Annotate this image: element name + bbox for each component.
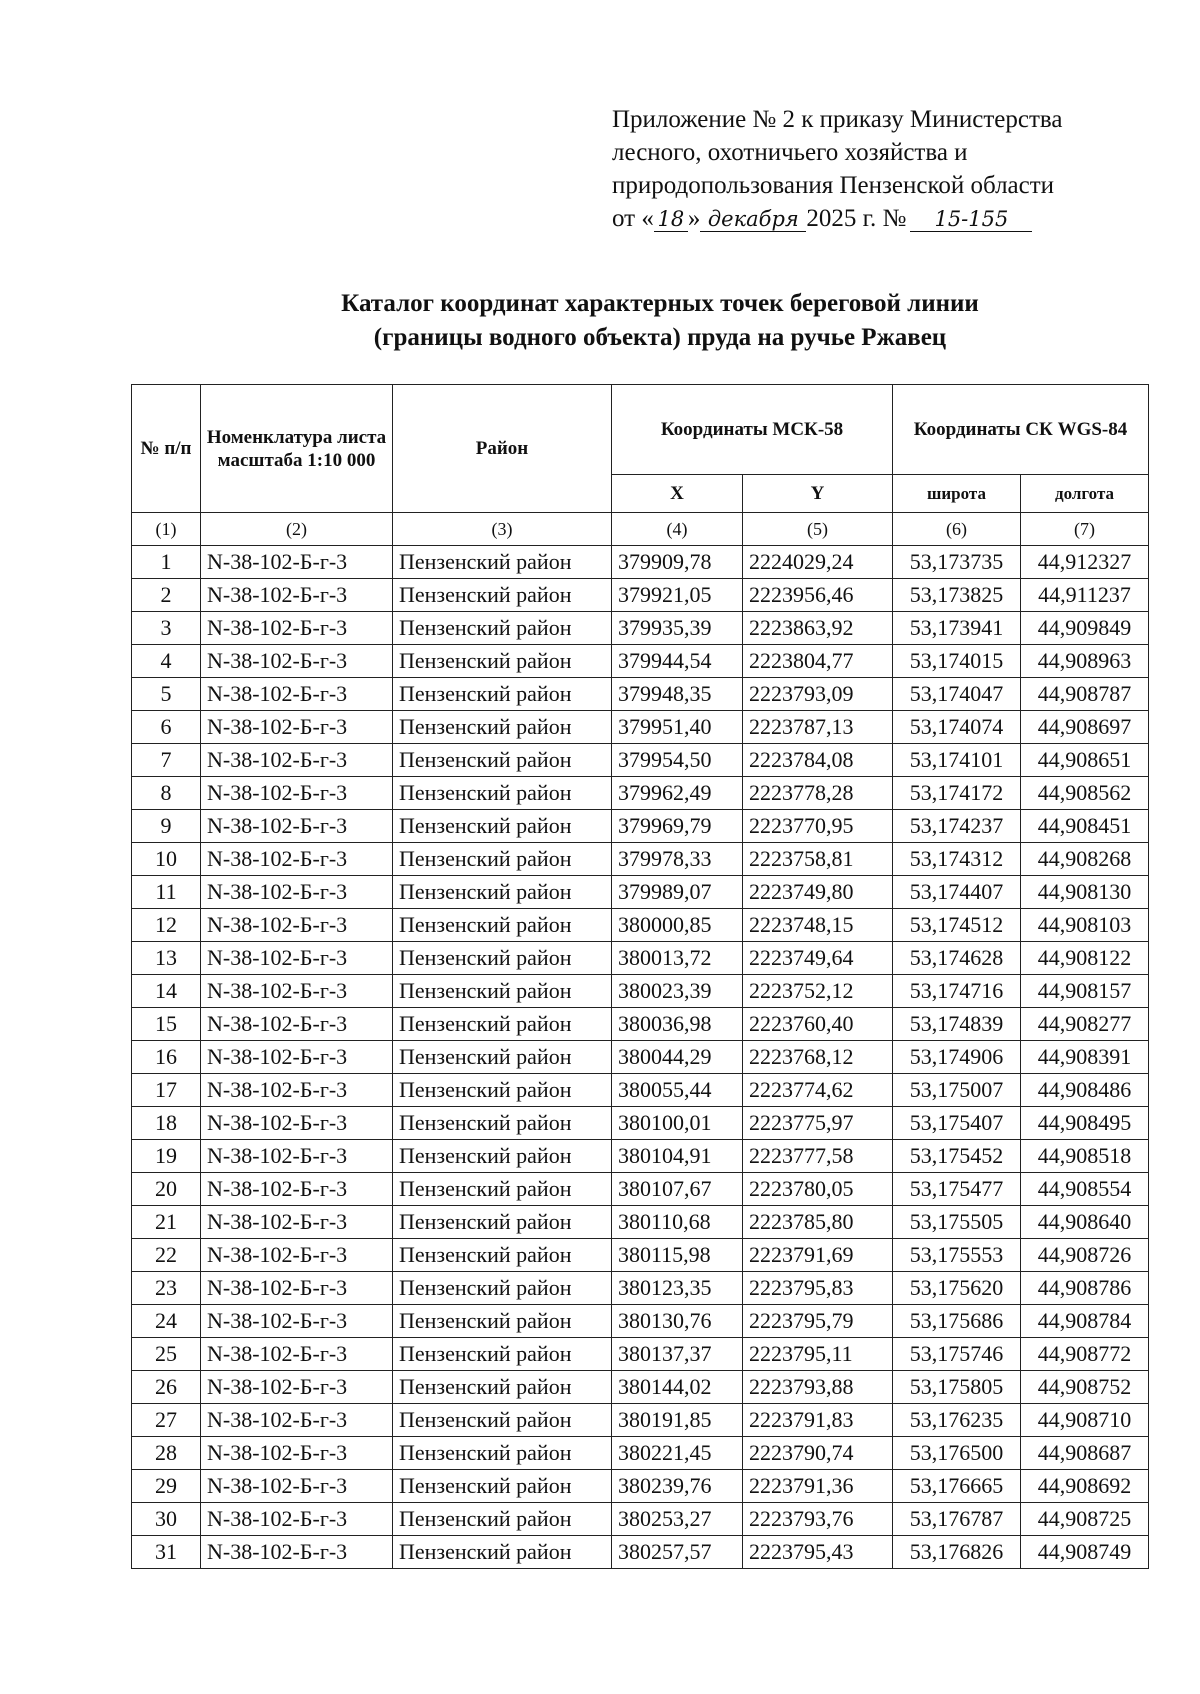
cell-sheet: N-38-102-Б-г-3 bbox=[201, 1107, 393, 1140]
table-row bbox=[132, 1371, 1149, 1404]
cell-x: 380144,02 bbox=[612, 1371, 743, 1404]
header-lat: широта bbox=[893, 475, 1021, 513]
handwritten-order-number: 15-155 bbox=[910, 207, 1032, 232]
cell-sheet: N-38-102-Б-г-3 bbox=[201, 612, 393, 645]
cell-sheet: N-38-102-Б-г-3 bbox=[201, 777, 393, 810]
table-row bbox=[132, 1173, 1149, 1206]
cell-num: 28 bbox=[132, 1437, 201, 1470]
cell-x: 380055,44 bbox=[612, 1074, 743, 1107]
cell-y: 2223795,43 bbox=[743, 1536, 893, 1569]
cell-district: Пензенский район bbox=[393, 843, 612, 876]
cell-num: 9 bbox=[132, 810, 201, 843]
cell-num: 22 bbox=[132, 1239, 201, 1272]
cell-y: 2223778,28 bbox=[743, 777, 893, 810]
cell-lat: 53,174015 bbox=[893, 645, 1021, 678]
cell-district: Пензенский район bbox=[393, 810, 612, 843]
cell-x: 379909,78 bbox=[612, 546, 743, 579]
cell-y: 2223758,81 bbox=[743, 843, 893, 876]
cell-num: 26 bbox=[132, 1371, 201, 1404]
cell-district: Пензенский район bbox=[393, 1041, 612, 1074]
cell-num: 18 bbox=[132, 1107, 201, 1140]
cell-district: Пензенский район bbox=[393, 1470, 612, 1503]
table-row bbox=[132, 1470, 1149, 1503]
cell-lat: 53,175805 bbox=[893, 1371, 1021, 1404]
cell-y: 2223791,83 bbox=[743, 1404, 893, 1437]
cell-sheet: N-38-102-Б-г-3 bbox=[201, 942, 393, 975]
cell-lon: 44,908562 bbox=[1021, 777, 1149, 810]
cell-lat: 53,174101 bbox=[893, 744, 1021, 777]
handwritten-month: декабря bbox=[700, 207, 806, 232]
table-row bbox=[132, 1305, 1149, 1338]
cell-num: 13 bbox=[132, 942, 201, 975]
cell-x: 379954,50 bbox=[612, 744, 743, 777]
cell-y: 2223760,40 bbox=[743, 1008, 893, 1041]
cell-x: 379944,54 bbox=[612, 645, 743, 678]
cell-x: 380257,57 bbox=[612, 1536, 743, 1569]
cell-lon: 44,912327 bbox=[1021, 546, 1149, 579]
title-line-1: Каталог координат характерных точек береговой линии bbox=[341, 290, 979, 317]
cell-num: 2 bbox=[132, 579, 201, 612]
cell-x: 380221,45 bbox=[612, 1437, 743, 1470]
cell-y: 2223777,58 bbox=[743, 1140, 893, 1173]
cell-num: 30 bbox=[132, 1503, 201, 1536]
cell-lat: 53,175452 bbox=[893, 1140, 1021, 1173]
header-msk: Координаты МСК-58 bbox=[612, 385, 893, 475]
cell-y: 2223748,15 bbox=[743, 909, 893, 942]
header-num: № п/п bbox=[132, 385, 201, 513]
cell-lon: 44,908486 bbox=[1021, 1074, 1149, 1107]
cell-y: 2223793,76 bbox=[743, 1503, 893, 1536]
table-row bbox=[132, 1437, 1149, 1470]
cell-district: Пензенский район bbox=[393, 1140, 612, 1173]
cell-lat: 53,174312 bbox=[893, 843, 1021, 876]
cell-x: 380107,67 bbox=[612, 1173, 743, 1206]
cell-lon: 44,908710 bbox=[1021, 1404, 1149, 1437]
cell-num: 4 bbox=[132, 645, 201, 678]
cell-lat: 53,174906 bbox=[893, 1041, 1021, 1074]
cell-num: 25 bbox=[132, 1338, 201, 1371]
cell-x: 379935,39 bbox=[612, 612, 743, 645]
cell-district: Пензенский район bbox=[393, 1173, 612, 1206]
cell-lon: 44,908784 bbox=[1021, 1305, 1149, 1338]
cell-num: 1 bbox=[132, 546, 201, 579]
cell-y: 2223768,12 bbox=[743, 1041, 893, 1074]
table-row bbox=[132, 909, 1149, 942]
cell-lat: 53,174512 bbox=[893, 909, 1021, 942]
cell-district: Пензенский район bbox=[393, 612, 612, 645]
cell-lon: 44,908277 bbox=[1021, 1008, 1149, 1041]
table-row bbox=[132, 1041, 1149, 1074]
table-row bbox=[132, 1272, 1149, 1305]
cell-lon: 44,908697 bbox=[1021, 711, 1149, 744]
cell-lat: 53,173825 bbox=[893, 579, 1021, 612]
cell-num: 3 bbox=[132, 612, 201, 645]
cell-y: 2223785,80 bbox=[743, 1206, 893, 1239]
table-row bbox=[132, 942, 1149, 975]
title-line-2: (границы водного объекта) пруда на ручье Ржавец bbox=[373, 324, 947, 351]
cell-sheet: N-38-102-Б-г-3 bbox=[201, 1239, 393, 1272]
cell-lon: 44,908554 bbox=[1021, 1173, 1149, 1206]
cell-sheet: N-38-102-Б-г-3 bbox=[201, 909, 393, 942]
cell-y: 2223791,69 bbox=[743, 1239, 893, 1272]
header-wgs: Координаты СК WGS-84 bbox=[893, 385, 1149, 475]
table-row bbox=[132, 1239, 1149, 1272]
appendix-line-3: природопользования Пензенской области bbox=[612, 172, 1055, 199]
cell-lat: 53,174407 bbox=[893, 876, 1021, 909]
cell-district: Пензенский район bbox=[393, 1272, 612, 1305]
cell-num: 29 bbox=[132, 1470, 201, 1503]
cell-sheet: N-38-102-Б-г-3 bbox=[201, 1074, 393, 1107]
cell-sheet: N-38-102-Б-г-3 bbox=[201, 1437, 393, 1470]
handwritten-day: 18 bbox=[654, 207, 688, 232]
cell-lat: 53,175686 bbox=[893, 1305, 1021, 1338]
cell-district: Пензенский район bbox=[393, 1338, 612, 1371]
cell-sheet: N-38-102-Б-г-3 bbox=[201, 1404, 393, 1437]
cell-lat: 53,176500 bbox=[893, 1437, 1021, 1470]
cell-lon: 44,908786 bbox=[1021, 1272, 1149, 1305]
cell-district: Пензенский район bbox=[393, 711, 612, 744]
header-x: X bbox=[612, 475, 743, 513]
cell-y: 2223795,11 bbox=[743, 1338, 893, 1371]
cell-district: Пензенский район bbox=[393, 579, 612, 612]
cell-num: 8 bbox=[132, 777, 201, 810]
cell-lon: 44,908752 bbox=[1021, 1371, 1149, 1404]
cell-y: 2223787,13 bbox=[743, 711, 893, 744]
appendix-line-4 bbox=[612, 202, 1172, 235]
table-row bbox=[132, 744, 1149, 777]
cell-sheet: N-38-102-Б-г-3 bbox=[201, 843, 393, 876]
cell-lat: 53,175407 bbox=[893, 1107, 1021, 1140]
cell-lon: 44,908687 bbox=[1021, 1437, 1149, 1470]
table-row bbox=[132, 1338, 1149, 1371]
date-prefix: от « bbox=[612, 205, 654, 232]
cell-lon: 44,908130 bbox=[1021, 876, 1149, 909]
cell-sheet: N-38-102-Б-г-3 bbox=[201, 1503, 393, 1536]
table-body bbox=[132, 546, 1149, 1569]
cell-x: 380137,37 bbox=[612, 1338, 743, 1371]
table-row bbox=[132, 711, 1149, 744]
cell-lat: 53,174628 bbox=[893, 942, 1021, 975]
cell-sheet: N-38-102-Б-г-3 bbox=[201, 1140, 393, 1173]
cell-x: 380191,85 bbox=[612, 1404, 743, 1437]
table-row bbox=[132, 546, 1149, 579]
table-row bbox=[132, 1107, 1149, 1140]
cell-lon: 44,908963 bbox=[1021, 645, 1149, 678]
cell-lon: 44,908451 bbox=[1021, 810, 1149, 843]
cell-y: 2223770,95 bbox=[743, 810, 893, 843]
cell-lon: 44,908651 bbox=[1021, 744, 1149, 777]
cell-x: 379978,33 bbox=[612, 843, 743, 876]
cell-lon: 44,908518 bbox=[1021, 1140, 1149, 1173]
cell-y: 2223784,08 bbox=[743, 744, 893, 777]
cell-district: Пензенский район bbox=[393, 1404, 612, 1437]
col-number: (3) bbox=[393, 513, 612, 546]
cell-sheet: N-38-102-Б-г-3 bbox=[201, 744, 393, 777]
cell-lat: 53,174839 bbox=[893, 1008, 1021, 1041]
cell-sheet: N-38-102-Б-г-3 bbox=[201, 1371, 393, 1404]
document-title bbox=[60, 287, 1200, 355]
table-row bbox=[132, 645, 1149, 678]
cell-district: Пензенский район bbox=[393, 876, 612, 909]
cell-num: 14 bbox=[132, 975, 201, 1008]
cell-x: 380115,98 bbox=[612, 1239, 743, 1272]
col-number: (7) bbox=[1021, 513, 1149, 546]
cell-y: 2223791,36 bbox=[743, 1470, 893, 1503]
cell-sheet: N-38-102-Б-г-3 bbox=[201, 1470, 393, 1503]
cell-sheet: N-38-102-Б-г-3 bbox=[201, 1338, 393, 1371]
cell-lat: 53,175746 bbox=[893, 1338, 1021, 1371]
cell-district: Пензенский район bbox=[393, 546, 612, 579]
cell-sheet: N-38-102-Б-г-3 bbox=[201, 1206, 393, 1239]
cell-y: 2223774,62 bbox=[743, 1074, 893, 1107]
cell-district: Пензенский район bbox=[393, 909, 612, 942]
header-lon: долгота bbox=[1021, 475, 1149, 513]
cell-district: Пензенский район bbox=[393, 1437, 612, 1470]
cell-x: 379969,79 bbox=[612, 810, 743, 843]
cell-x: 379948,35 bbox=[612, 678, 743, 711]
cell-x: 380130,76 bbox=[612, 1305, 743, 1338]
cell-lat: 53,176826 bbox=[893, 1536, 1021, 1569]
cell-x: 380123,35 bbox=[612, 1272, 743, 1305]
col-number: (2) bbox=[201, 513, 393, 546]
cell-x: 379921,05 bbox=[612, 579, 743, 612]
cell-y: 2224029,24 bbox=[743, 546, 893, 579]
cell-x: 380044,29 bbox=[612, 1041, 743, 1074]
appendix-header bbox=[612, 103, 1172, 235]
cell-num: 19 bbox=[132, 1140, 201, 1173]
table-row bbox=[132, 810, 1149, 843]
cell-lat: 53,175553 bbox=[893, 1239, 1021, 1272]
cell-num: 23 bbox=[132, 1272, 201, 1305]
cell-x: 380036,98 bbox=[612, 1008, 743, 1041]
col-number: (6) bbox=[893, 513, 1021, 546]
cell-sheet: N-38-102-Б-г-3 bbox=[201, 876, 393, 909]
cell-y: 2223795,79 bbox=[743, 1305, 893, 1338]
cell-sheet: N-38-102-Б-г-3 bbox=[201, 1041, 393, 1074]
col-number: (4) bbox=[612, 513, 743, 546]
cell-lat: 53,173941 bbox=[893, 612, 1021, 645]
cell-x: 379951,40 bbox=[612, 711, 743, 744]
cell-y: 2223804,77 bbox=[743, 645, 893, 678]
cell-num: 15 bbox=[132, 1008, 201, 1041]
cell-num: 5 bbox=[132, 678, 201, 711]
cell-lat: 53,176665 bbox=[893, 1470, 1021, 1503]
cell-lat: 53,175620 bbox=[893, 1272, 1021, 1305]
cell-district: Пензенский район bbox=[393, 1503, 612, 1536]
cell-x: 380239,76 bbox=[612, 1470, 743, 1503]
cell-sheet: N-38-102-Б-г-3 bbox=[201, 546, 393, 579]
cell-x: 380013,72 bbox=[612, 942, 743, 975]
cell-num: 27 bbox=[132, 1404, 201, 1437]
header-y: Y bbox=[743, 475, 893, 513]
table-row bbox=[132, 1074, 1149, 1107]
table-row bbox=[132, 612, 1149, 645]
cell-num: 7 bbox=[132, 744, 201, 777]
cell-lat: 53,174074 bbox=[893, 711, 1021, 744]
table-row bbox=[132, 1008, 1149, 1041]
cell-lat: 53,176235 bbox=[893, 1404, 1021, 1437]
cell-sheet: N-38-102-Б-г-3 bbox=[201, 1305, 393, 1338]
cell-sheet: N-38-102-Б-г-3 bbox=[201, 810, 393, 843]
table-row bbox=[132, 876, 1149, 909]
cell-district: Пензенский район bbox=[393, 777, 612, 810]
cell-lon: 44,908495 bbox=[1021, 1107, 1149, 1140]
header-sheet: Номенклатура листа масштаба 1:10 000 bbox=[201, 385, 393, 513]
cell-district: Пензенский район bbox=[393, 1239, 612, 1272]
table-row bbox=[132, 1404, 1149, 1437]
cell-lon: 44,908103 bbox=[1021, 909, 1149, 942]
cell-x: 380104,91 bbox=[612, 1140, 743, 1173]
cell-y: 2223790,74 bbox=[743, 1437, 893, 1470]
cell-num: 20 bbox=[132, 1173, 201, 1206]
cell-lon: 44,908268 bbox=[1021, 843, 1149, 876]
cell-x: 380023,39 bbox=[612, 975, 743, 1008]
cell-lon: 44,908391 bbox=[1021, 1041, 1149, 1074]
coordinates-table bbox=[131, 384, 1149, 1569]
cell-district: Пензенский район bbox=[393, 678, 612, 711]
cell-num: 31 bbox=[132, 1536, 201, 1569]
cell-num: 21 bbox=[132, 1206, 201, 1239]
cell-lon: 44,911237 bbox=[1021, 579, 1149, 612]
cell-x: 380100,01 bbox=[612, 1107, 743, 1140]
cell-y: 2223793,88 bbox=[743, 1371, 893, 1404]
cell-lat: 53,174047 bbox=[893, 678, 1021, 711]
cell-x: 379989,07 bbox=[612, 876, 743, 909]
cell-sheet: N-38-102-Б-г-3 bbox=[201, 1173, 393, 1206]
cell-district: Пензенский район bbox=[393, 1305, 612, 1338]
cell-district: Пензенский район bbox=[393, 975, 612, 1008]
col-number: (1) bbox=[132, 513, 201, 546]
table-row bbox=[132, 1536, 1149, 1569]
cell-sheet: N-38-102-Б-г-3 bbox=[201, 711, 393, 744]
date-year-text: 2025 г. № bbox=[806, 205, 907, 232]
table-row bbox=[132, 1503, 1149, 1536]
cell-lat: 53,174172 bbox=[893, 777, 1021, 810]
cell-lat: 53,174716 bbox=[893, 975, 1021, 1008]
table-row bbox=[132, 1140, 1149, 1173]
cell-lon: 44,908787 bbox=[1021, 678, 1149, 711]
cell-x: 380110,68 bbox=[612, 1206, 743, 1239]
appendix-line-2: лесного, охотничьего хозяйства и bbox=[612, 139, 968, 166]
cell-lon: 44,908726 bbox=[1021, 1239, 1149, 1272]
cell-lon: 44,908157 bbox=[1021, 975, 1149, 1008]
cell-x: 380253,27 bbox=[612, 1503, 743, 1536]
cell-sheet: N-38-102-Б-г-3 bbox=[201, 1272, 393, 1305]
cell-num: 16 bbox=[132, 1041, 201, 1074]
cell-district: Пензенский район bbox=[393, 1107, 612, 1140]
table-row bbox=[132, 843, 1149, 876]
cell-sheet: N-38-102-Б-г-3 bbox=[201, 678, 393, 711]
cell-lat: 53,173735 bbox=[893, 546, 1021, 579]
cell-district: Пензенский район bbox=[393, 1371, 612, 1404]
cell-lon: 44,908772 bbox=[1021, 1338, 1149, 1371]
cell-lon: 44,909849 bbox=[1021, 612, 1149, 645]
col-number: (5) bbox=[743, 513, 893, 546]
cell-y: 2223956,46 bbox=[743, 579, 893, 612]
cell-num: 10 bbox=[132, 843, 201, 876]
cell-district: Пензенский район bbox=[393, 1008, 612, 1041]
cell-district: Пензенский район bbox=[393, 744, 612, 777]
cell-y: 2223775,97 bbox=[743, 1107, 893, 1140]
cell-num: 11 bbox=[132, 876, 201, 909]
cell-lat: 53,175477 bbox=[893, 1173, 1021, 1206]
cell-sheet: N-38-102-Б-г-3 bbox=[201, 975, 393, 1008]
table-row bbox=[132, 777, 1149, 810]
cell-y: 2223749,80 bbox=[743, 876, 893, 909]
cell-x: 379962,49 bbox=[612, 777, 743, 810]
cell-num: 6 bbox=[132, 711, 201, 744]
cell-y: 2223752,12 bbox=[743, 975, 893, 1008]
cell-lat: 53,174237 bbox=[893, 810, 1021, 843]
cell-lon: 44,908749 bbox=[1021, 1536, 1149, 1569]
cell-x: 380000,85 bbox=[612, 909, 743, 942]
cell-sheet: N-38-102-Б-г-3 bbox=[201, 1008, 393, 1041]
table-row bbox=[132, 678, 1149, 711]
cell-lon: 44,908692 bbox=[1021, 1470, 1149, 1503]
cell-lat: 53,176787 bbox=[893, 1503, 1021, 1536]
date-quote-close: » bbox=[687, 205, 701, 232]
cell-lon: 44,908122 bbox=[1021, 942, 1149, 975]
cell-lat: 53,175505 bbox=[893, 1206, 1021, 1239]
appendix-line-1: Приложение № 2 к приказу Министерства bbox=[612, 106, 1063, 133]
cell-num: 17 bbox=[132, 1074, 201, 1107]
cell-sheet: N-38-102-Б-г-3 bbox=[201, 645, 393, 678]
cell-district: Пензенский район bbox=[393, 1536, 612, 1569]
cell-district: Пензенский район bbox=[393, 1074, 612, 1107]
cell-y: 2223863,92 bbox=[743, 612, 893, 645]
table-row bbox=[132, 975, 1149, 1008]
table-row bbox=[132, 1206, 1149, 1239]
cell-y: 2223793,09 bbox=[743, 678, 893, 711]
cell-num: 24 bbox=[132, 1305, 201, 1338]
cell-y: 2223749,64 bbox=[743, 942, 893, 975]
cell-district: Пензенский район bbox=[393, 1206, 612, 1239]
cell-y: 2223780,05 bbox=[743, 1173, 893, 1206]
cell-lat: 53,175007 bbox=[893, 1074, 1021, 1107]
cell-sheet: N-38-102-Б-г-3 bbox=[201, 1536, 393, 1569]
table-row bbox=[132, 579, 1149, 612]
cell-district: Пензенский район bbox=[393, 645, 612, 678]
cell-num: 12 bbox=[132, 909, 201, 942]
cell-lon: 44,908640 bbox=[1021, 1206, 1149, 1239]
cell-y: 2223795,83 bbox=[743, 1272, 893, 1305]
cell-district: Пензенский район bbox=[393, 942, 612, 975]
cell-lon: 44,908725 bbox=[1021, 1503, 1149, 1536]
cell-sheet: N-38-102-Б-г-3 bbox=[201, 579, 393, 612]
header-district: Район bbox=[393, 385, 612, 513]
